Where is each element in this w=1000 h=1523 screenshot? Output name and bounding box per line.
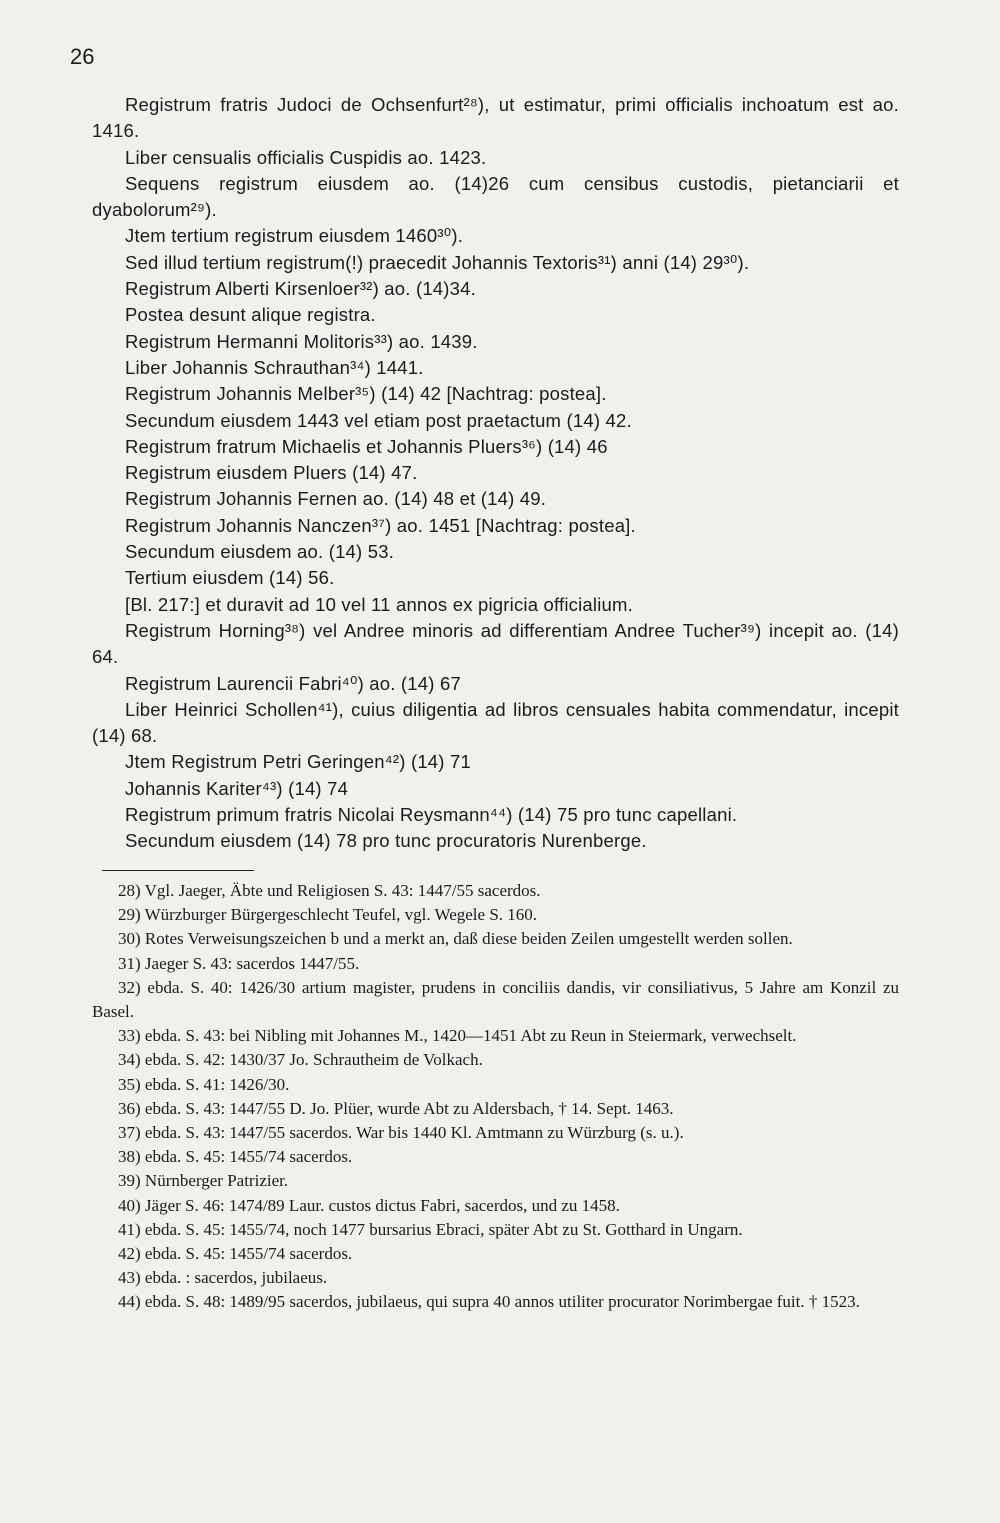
register-entry: Registrum primum fratris Nicolai Reysmann⁴⁴) (14) 75 pro tunc capellani. — [125, 804, 738, 826]
register-entry: [Bl. 217:] et duravit ad 10 vel 11 annos ex pigricia officialium. — [125, 593, 633, 615]
footnote: 37) ebda. S. 43: 1447/55 sacerdos. War bis 1440 Kl. Amtmann zu Würzburg (s. u.). — [118, 1123, 684, 1143]
footnotes — [92, 879, 899, 1315]
page-number: 26 — [70, 44, 95, 69]
register-entry: Registrum Laurencii Fabri⁴⁰) ao. (14) 67 — [125, 672, 461, 694]
footnote: 42) ebda. S. 45: 1455/74 sacerdos. — [118, 1244, 353, 1264]
register-entry: Liber Heinrici Schollen⁴¹), cuius diligentia ad libros censuales habita commendatur, incepit (14) 68. — [92, 698, 899, 747]
register-entry: Liber censualis officialis Cuspidis ao. 1423. — [125, 146, 487, 168]
register-entry: Secundum eiusdem 1443 vel etiam post praetactum (14) 42. — [125, 409, 632, 431]
footnote: 33) ebda. S. 43: bei Nibling mit Johannes M., 1420—1451 Abt zu Reun in Steiermark, verwechselt. — [118, 1026, 797, 1046]
footnote: 43) ebda. : sacerdos, jubilaeus. — [118, 1268, 328, 1288]
register-entry: Sequens registrum eiusdem ao. (14)26 cum censibus custodis, pietanciarii et dyabolorum²⁹). — [92, 172, 899, 221]
register-entry: Postea desunt alique registra. — [125, 304, 376, 326]
footnote: 44) ebda. S. 48: 1489/95 sacerdos, jubilaeus, qui supra 40 annos utiliter procurator Norimbergae fuit. † 1523. — [118, 1292, 860, 1312]
register-entry: Registrum fratrum Michaelis et Johannis Pluers³⁶) (14) 46 — [125, 435, 608, 457]
footnote: 39) Nürnberger Patrizier. — [118, 1171, 289, 1191]
footnote: 35) ebda. S. 41: 1426/30. — [118, 1074, 290, 1094]
register-entry: Sed illud tertium registrum(!) praecedit Johannis Textoris³¹) anni (14) 29³⁰). — [125, 251, 750, 273]
register-entry: Secundum eiusdem (14) 78 pro tunc procuratoris Nurenberge. — [125, 830, 647, 852]
register-entry: Registrum Horning³⁸) vel Andree minoris ad differentiam Andree Tucher³⁹) incepit ao. (14) 64. — [92, 619, 899, 668]
footnote: 38) ebda. S. 45: 1455/74 sacerdos. — [118, 1147, 353, 1167]
register-entry: Secundum eiusdem ao. (14) 53. — [125, 541, 395, 563]
register-entry: Liber Johannis Schrauthan³⁴) 1441. — [125, 356, 424, 378]
footnote: 30) Rotes Verweisungszeichen b und a merkt an, daß diese beiden Zeilen umgestellt werden sollen. — [118, 929, 793, 949]
register-entry: Tertium eiusdem (14) 56. — [125, 567, 335, 589]
register-entry: Jtem Registrum Petri Geringen⁴²) (14) 71 — [125, 751, 471, 773]
footnote-separator — [102, 870, 254, 871]
footnote: 34) ebda. S. 42: 1430/37 Jo. Schrautheim de Volkach. — [118, 1050, 483, 1070]
register-entry: Registrum fratris Judoci de Ochsenfurt²⁸), ut estimatur, primi officialis inchoatum est ao. 1416. — [92, 94, 899, 142]
register-entry: Registrum Alberti Kirsenloer³²) ao. (14)34. — [125, 278, 476, 300]
register-entry: Registrum eiusdem Pluers (14) 47. — [125, 462, 418, 484]
register-list — [92, 92, 899, 855]
register-entry: Registrum Hermanni Molitoris³³) ao. 1439. — [125, 330, 478, 352]
register-entry: Registrum Johannis Nanczen³⁷) ao. 1451 [Nachtrag: postea]. — [125, 514, 636, 536]
footnote: 32) ebda. S. 40: 1426/30 artium magister, prudens in conciliis dandis, vir consiliativus, 5 Jahre am Konzil zu Basel. — [92, 977, 899, 1022]
footnote: 29) Würzburger Bürgergeschlecht Teufel, vgl. Wegele S. 160. — [118, 905, 538, 925]
register-entry: Registrum Johannis Fernen ao. (14) 48 et (14) 49. — [125, 488, 547, 510]
footnote: 41) ebda. S. 45: 1455/74, noch 1477 bursarius Ebraci, später Abt zu St. Gotthard in Ungarn. — [118, 1219, 743, 1239]
footnote: 40) Jäger S. 46: 1474/89 Laur. custos dictus Fabri, sacerdos, und zu 1458. — [118, 1195, 620, 1215]
footnote: 28) Vgl. Jaeger, Äbte und Religiosen S. 43: 1447/55 sacerdos. — [118, 881, 541, 900]
register-entry: Jtem tertium registrum eiusdem 1460³⁰). — [125, 225, 464, 247]
footnote: 36) ebda. S. 43: 1447/55 D. Jo. Plüer, wurde Abt zu Aldersbach, † 14. Sept. 1463. — [118, 1098, 674, 1118]
footnote: 31) Jaeger S. 43: sacerdos 1447/55. — [118, 953, 360, 973]
register-entry: Registrum Johannis Melber³⁵) (14) 42 [Nachtrag: postea]. — [125, 383, 607, 405]
register-entry: Johannis Kariter⁴³) (14) 74 — [125, 777, 349, 799]
